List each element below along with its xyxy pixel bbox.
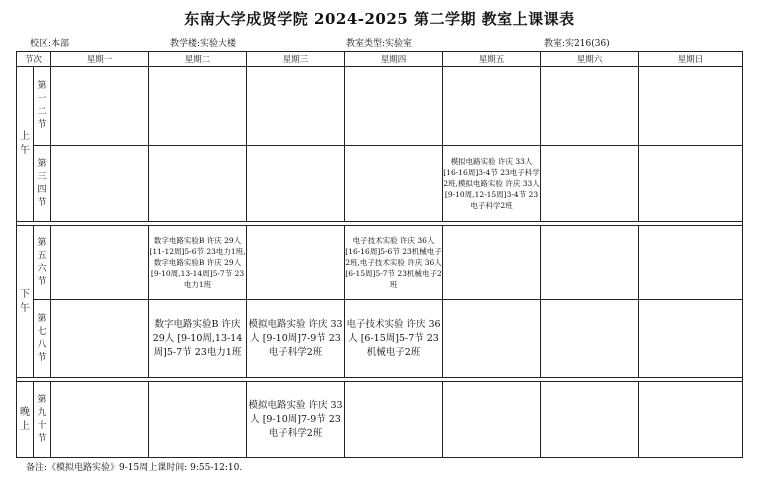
cell-p4-wed: 模拟电路实验 许庆 33人 [9-10周]7-9节 23电子科学2班 xyxy=(247,300,345,378)
cell-p2-fri: 模拟电路实验 许庆 33人 [16-16周]3-4节 23电子科学2班,模拟电路实验 许庆 33人 [9-10周,12-15周]3-4节 23电子科学2班 xyxy=(443,146,541,222)
cell-p2-mon xyxy=(51,146,149,222)
cell-p3-wed xyxy=(247,226,345,300)
period-3-label: 第五六节 xyxy=(34,226,51,300)
cell-p4-mon xyxy=(51,300,149,378)
period-1-label: 第一二节 xyxy=(34,67,51,146)
cell-p4-thu: 电子技术实验 许庆 36人 [6-15周]5-7节 23机械电子2班 xyxy=(345,300,443,378)
day-header-wed: 星期三 xyxy=(247,52,345,67)
day-header-thu: 星期四 xyxy=(345,52,443,67)
cell-p4-tue: 数字电路实验B 许庆 29人 [9-10周,13-14周]5-7节 23电力1班 xyxy=(149,300,247,378)
room-label: 教室:实216(36) xyxy=(544,39,610,49)
cell-p3-thu: 电子技术实验 许庆 36人 [16-16周]5-6节 23机械电子2班,电子技术实验 许庆 36人 [6-15周]5-7节 23机械电子2班 xyxy=(345,226,443,300)
cell-p1-sat xyxy=(541,67,639,146)
footnote: 备注:《模拟电路实验》9-15周上课时间: 9:55-12:10. xyxy=(26,463,243,473)
cell-p5-wed: 模拟电路实验 许庆 33人 [9-10周]7-9节 23电子科学2班 xyxy=(247,382,345,458)
segment-evening: 晚上 xyxy=(17,382,34,458)
cell-p1-sun xyxy=(639,67,743,146)
row-period-1 xyxy=(17,67,743,146)
row-period-2 xyxy=(17,146,743,222)
cell-p2-thu xyxy=(345,146,443,222)
cell-p3-sat xyxy=(541,226,639,300)
cell-p5-thu xyxy=(345,382,443,458)
period-4-label: 第七八节 xyxy=(34,300,51,378)
period-2-label: 第三四节 xyxy=(34,146,51,222)
row-period-3 xyxy=(17,226,743,300)
cell-p1-fri xyxy=(443,67,541,146)
cell-p4-sun xyxy=(639,300,743,378)
cell-p5-fri xyxy=(443,382,541,458)
day-header-sat: 星期六 xyxy=(541,52,639,67)
row-period-4 xyxy=(17,300,743,378)
cell-p1-wed xyxy=(247,67,345,146)
period-5-label: 第九十节 xyxy=(34,382,51,458)
campus-label: 校区:本部 xyxy=(30,39,70,49)
cell-p4-sat xyxy=(541,300,639,378)
cell-p1-tue xyxy=(149,67,247,146)
room-type-label: 教室类型:实验室 xyxy=(346,39,413,49)
row-period-5 xyxy=(17,382,743,458)
cell-p5-sun xyxy=(639,382,743,458)
header-row xyxy=(17,52,743,67)
cell-p2-sun xyxy=(639,146,743,222)
period-header: 节次 xyxy=(17,52,51,67)
cell-p3-fri xyxy=(443,226,541,300)
day-header-tue: 星期二 xyxy=(149,52,247,67)
timetable xyxy=(16,51,743,458)
cell-p1-mon xyxy=(51,67,149,146)
cell-p1-thu xyxy=(345,67,443,146)
page-title: 东南大学成贤学院 2024-2025 第二学期 教室上课课表 xyxy=(184,10,575,28)
cell-p5-sat xyxy=(541,382,639,458)
cell-p4-fri xyxy=(443,300,541,378)
segment-afternoon: 下午 xyxy=(17,226,34,378)
cell-p5-tue xyxy=(149,382,247,458)
building-label: 教学楼:实验大楼 xyxy=(170,39,237,49)
cell-p2-tue xyxy=(149,146,247,222)
day-header-mon: 星期一 xyxy=(51,52,149,67)
cell-p3-mon xyxy=(51,226,149,300)
cell-p5-mon xyxy=(51,382,149,458)
cell-p2-wed xyxy=(247,146,345,222)
cell-p3-tue: 数字电路实验B 许庆 29人 [11-12周]5-6节 23电力1班,数字电路实验B 许庆 29人 [9-10周,13-14周]5-7节 23电力1班 xyxy=(149,226,247,300)
day-header-sun: 星期日 xyxy=(639,52,743,67)
day-header-fri: 星期五 xyxy=(443,52,541,67)
segment-morning: 上午 xyxy=(17,67,34,222)
cell-p3-sun xyxy=(639,226,743,300)
cell-p2-sat xyxy=(541,146,639,222)
